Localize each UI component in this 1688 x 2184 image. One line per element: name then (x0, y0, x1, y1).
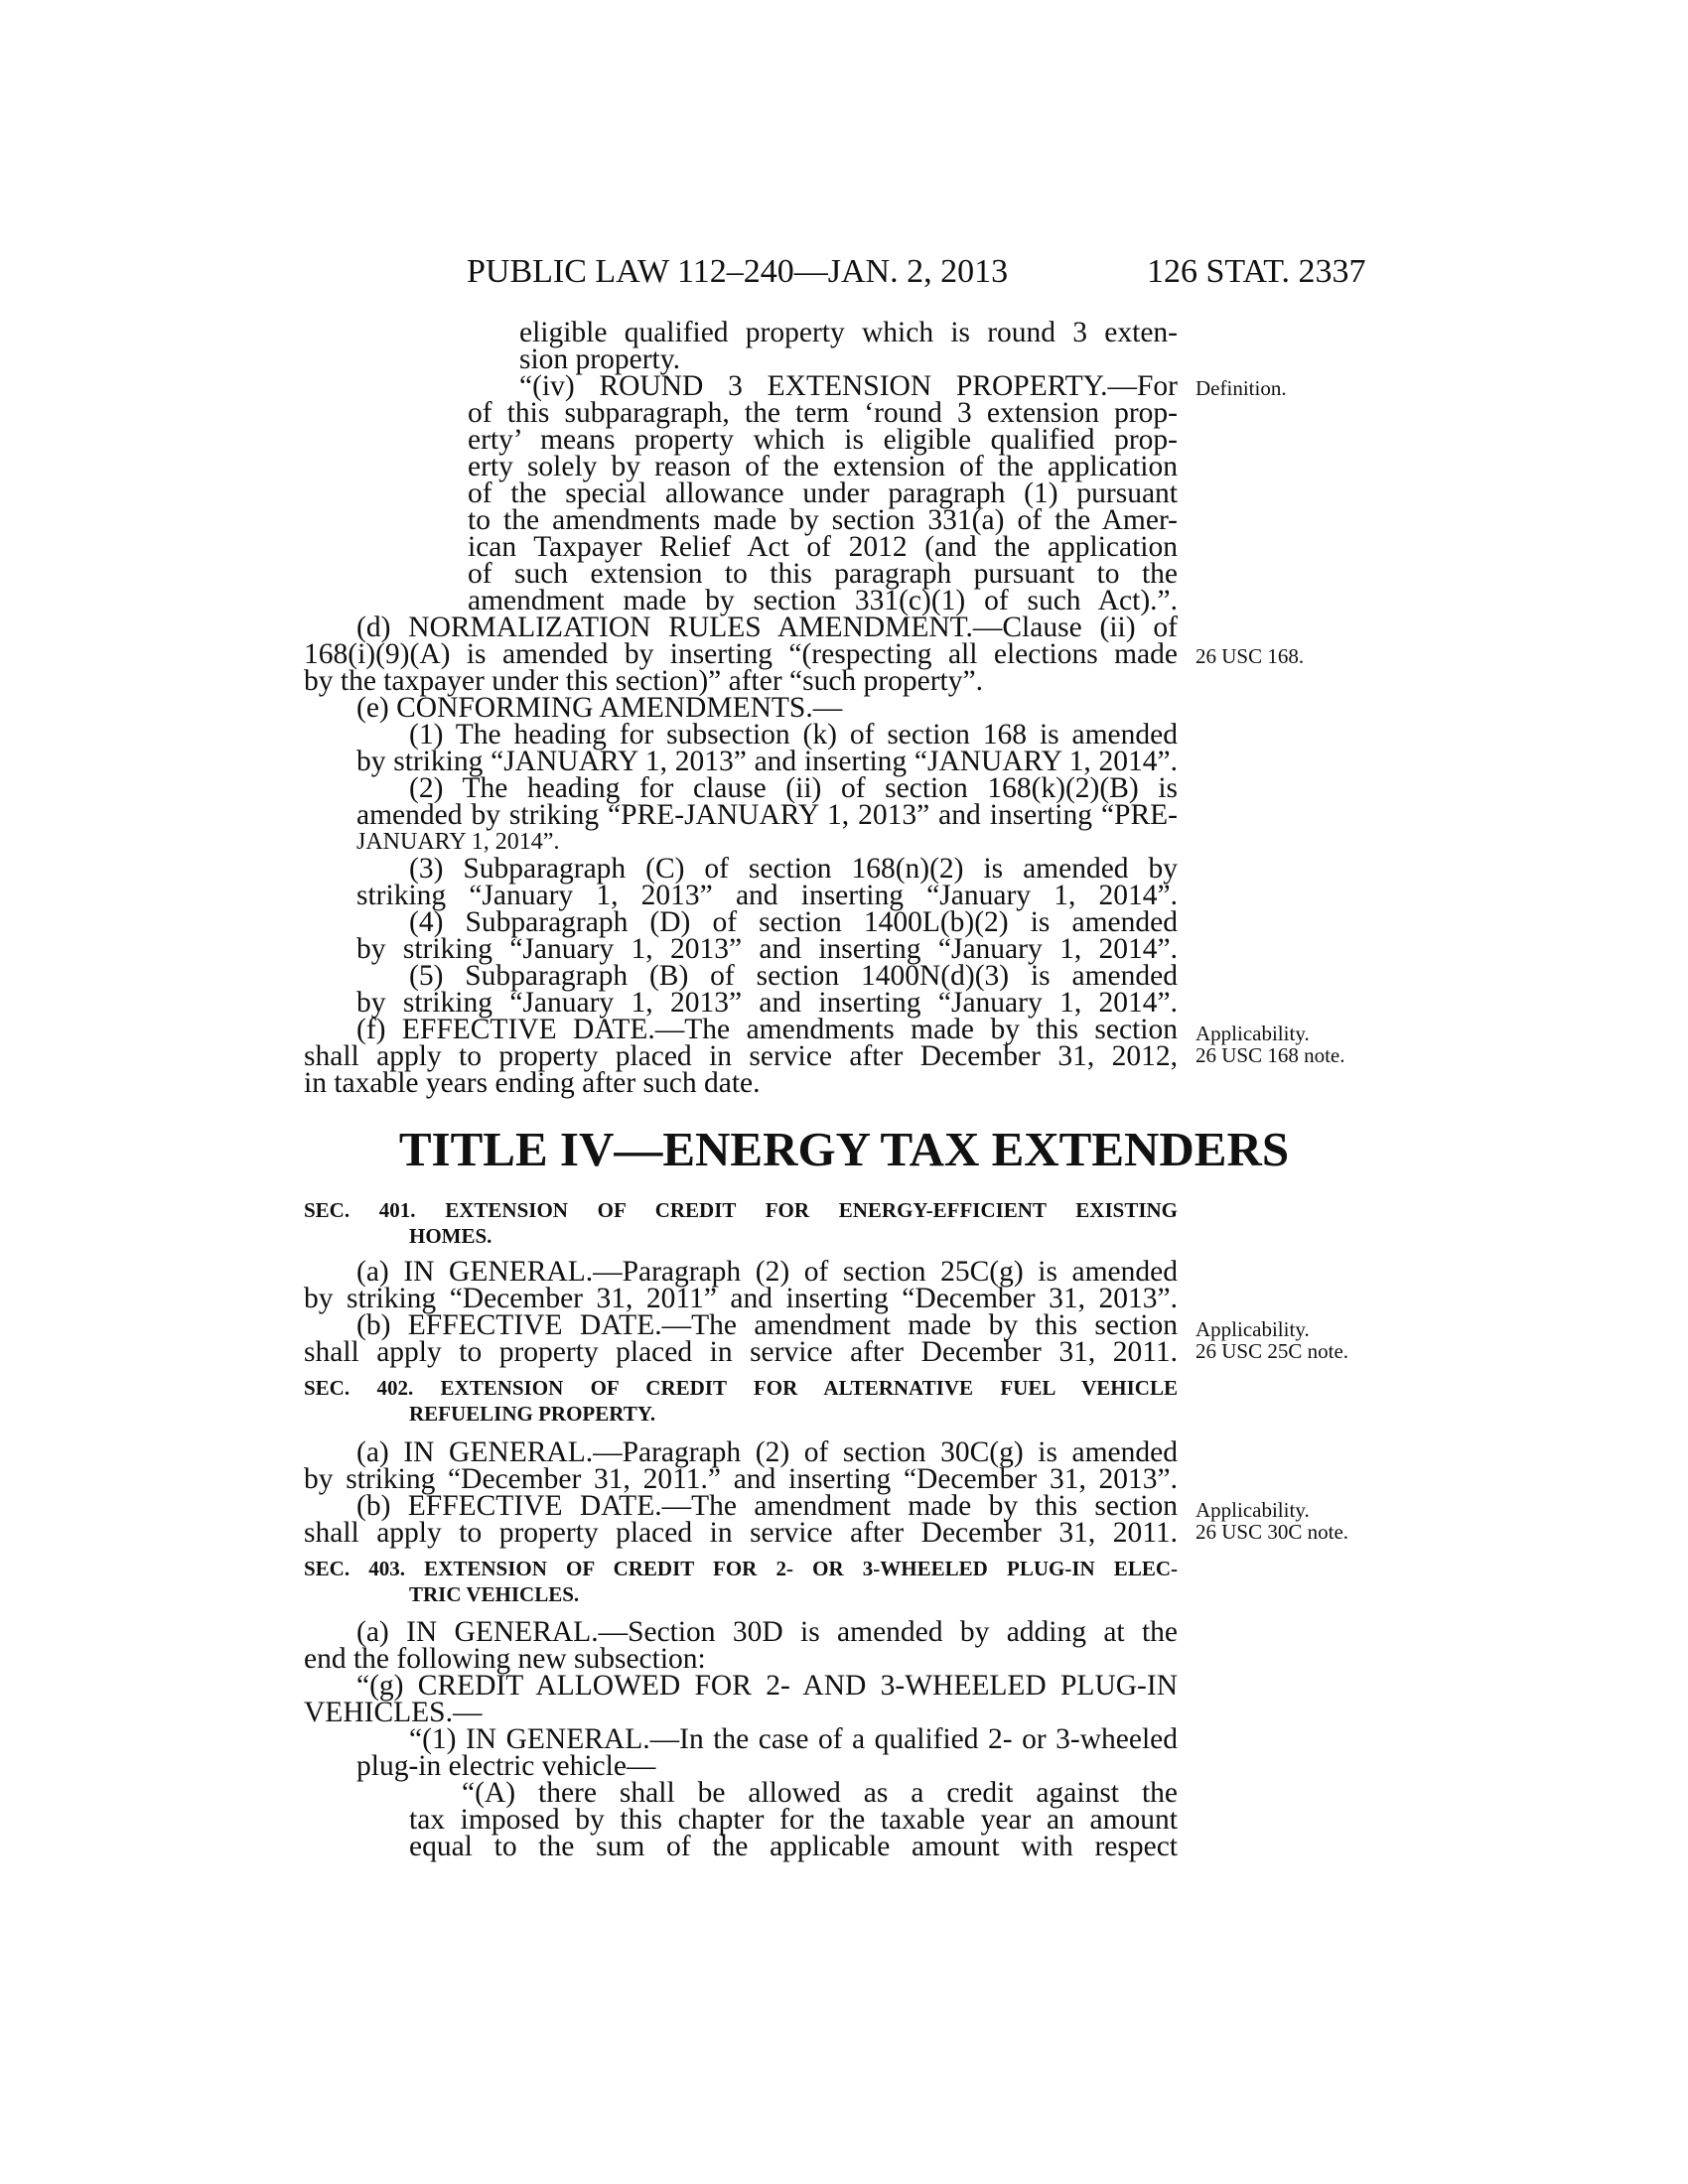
body-line: (d) NORMALIZATION RULES AMENDMENT.—Clause (ii) of (356, 612, 1178, 643)
body-line: (1) The heading for subsection (k) of section 168 is amended (409, 719, 1178, 751)
body-line: sion property. (519, 343, 680, 375)
body-line: shall apply to property placed in service after December 31, 2011. (304, 1517, 1178, 1549)
body-line: of such extension to this paragraph pursuant to the (468, 558, 1178, 590)
margin-note: 26 USC 30C note. (1196, 1520, 1349, 1544)
body-line: by striking “JANUARY 1, 2013” and inserting “JANUARY 1, 2014”. (356, 746, 1178, 777)
section-heading: SEC. 402. EXTENSION OF CREDIT FOR ALTERNATIVE FUEL VEHICLE (304, 1376, 1178, 1400)
body-line: by striking “January 1, 2013” and inserting “January 1, 2014”. (356, 987, 1178, 1019)
body-line: VEHICLES.— (304, 1697, 483, 1728)
running-header-stat: 126 STAT. 2337 (1147, 253, 1366, 290)
body-line: 168(i)(9)(A) is amended by inserting “(respecting all elections made (304, 638, 1178, 670)
margin-note: Applicability. (1196, 1022, 1310, 1045)
body-line: “(iv) ROUND 3 EXTENSION PROPERTY.—For (519, 370, 1178, 402)
body-line: by striking “December 31, 2011.” and inserting “December 31, 2013”. (304, 1463, 1178, 1495)
section-heading: REFUELING PROPERTY. (409, 1402, 656, 1426)
body-line: by striking “January 1, 2013” and inserting “January 1, 2014”. (356, 933, 1178, 965)
body-line: in taxable years ending after such date. (304, 1067, 761, 1099)
title-heading: TITLE IV—ENERGY TAX EXTENDERS (398, 1122, 1290, 1176)
body-line: ican Taxpayer Relief Act of 2012 (and the application (468, 531, 1178, 563)
body-line: (a) IN GENERAL.—Section 30D is amended by adding at the (356, 1616, 1178, 1648)
body-line: to the amendments made by section 331(a) of the Amer- (468, 504, 1178, 536)
body-line: amended by striking “PRE-JANUARY 1, 2013” and inserting “PRE- (356, 799, 1178, 831)
body-line: (3) Subparagraph (C) of section 168(n)(2) is amended by (409, 853, 1178, 885)
body-line: (b) EFFECTIVE DATE.—The amendment made by this section (356, 1309, 1178, 1341)
margin-note: 26 USC 25C note. (1196, 1339, 1349, 1363)
body-line: plug-in electric vehicle— (356, 1750, 656, 1782)
body-line: (a) IN GENERAL.—Paragraph (2) of section 25C(g) is amended (356, 1256, 1178, 1288)
body-line: striking “January 1, 2013” and inserting “January 1, 2014”. (356, 880, 1178, 911)
body-line: “(A) there shall be allowed as a credit against the (462, 1777, 1178, 1809)
body-line: equal to the sum of the applicable amount with respect (409, 1831, 1178, 1862)
margin-note: 26 USC 168. (1196, 644, 1305, 668)
body-line: shall apply to property placed in service after December 31, 2011. (304, 1336, 1178, 1368)
body-line: “(1) IN GENERAL.—In the case of a qualified 2- or 3-wheeled (409, 1723, 1178, 1755)
body-line: by the taxpayer under this section)” after “such property”. (304, 665, 983, 697)
section-heading: SEC. 403. EXTENSION OF CREDIT FOR 2- OR 3-WHEELED PLUG-IN ELEC- (304, 1557, 1178, 1580)
body-line: by striking “December 31, 2011” and inserting “December 31, 2013”. (304, 1283, 1178, 1314)
margin-note: Applicability. (1196, 1498, 1310, 1522)
body-line: JANUARY 1, 2014”. (356, 829, 560, 855)
section-heading: HOMES. (409, 1224, 492, 1248)
margin-note: Applicability. (1196, 1317, 1310, 1341)
body-line: erty solely by reason of the extension of the application (468, 451, 1178, 482)
body-line: (e) CONFORMING AMENDMENTS.— (356, 692, 843, 724)
body-line: (b) EFFECTIVE DATE.—The amendment made by this section (356, 1490, 1178, 1522)
body-line: of the special allowance under paragraph (1) pursuant (468, 478, 1178, 509)
body-line: (4) Subparagraph (D) of section 1400L(b)(2) is amended (409, 906, 1178, 938)
section-heading: SEC. 401. EXTENSION OF CREDIT FOR ENERGY-EFFICIENT EXISTING (304, 1198, 1178, 1222)
body-line: (2) The heading for clause (ii) of section 168(k)(2)(B) is (409, 772, 1178, 804)
body-line: eligible qualified property which is round 3 exten- (519, 317, 1178, 348)
body-line: erty’ means property which is eligible qualified prop- (468, 424, 1178, 456)
body-line: (5) Subparagraph (B) of section 1400N(d)(3) is amended (409, 960, 1178, 992)
body-line: of this subparagraph, the term ‘round 3 extension prop- (468, 397, 1178, 429)
body-line: (a) IN GENERAL.—Paragraph (2) of section 30C(g) is amended (356, 1436, 1178, 1468)
body-line: end the following new subsection: (304, 1643, 706, 1675)
body-line: “(g) CREDIT ALLOWED FOR 2- AND 3-WHEELED PLUG-IN (356, 1670, 1178, 1702)
body-line: tax imposed by this chapter for the taxable year an amount (409, 1804, 1178, 1836)
running-header-law: PUBLIC LAW 112–240—JAN. 2, 2013 (467, 253, 1009, 290)
body-line: amendment made by section 331(c)(1) of such Act).”. (468, 585, 1178, 616)
section-heading: TRIC VEHICLES. (409, 1582, 580, 1606)
body-line: shall apply to property placed in service after December 31, 2012, (304, 1040, 1178, 1072)
margin-note: Definition. (1196, 376, 1287, 400)
body-line: (f) EFFECTIVE DATE.—The amendments made by this section (356, 1014, 1178, 1045)
margin-note: 26 USC 168 note. (1196, 1043, 1345, 1067)
